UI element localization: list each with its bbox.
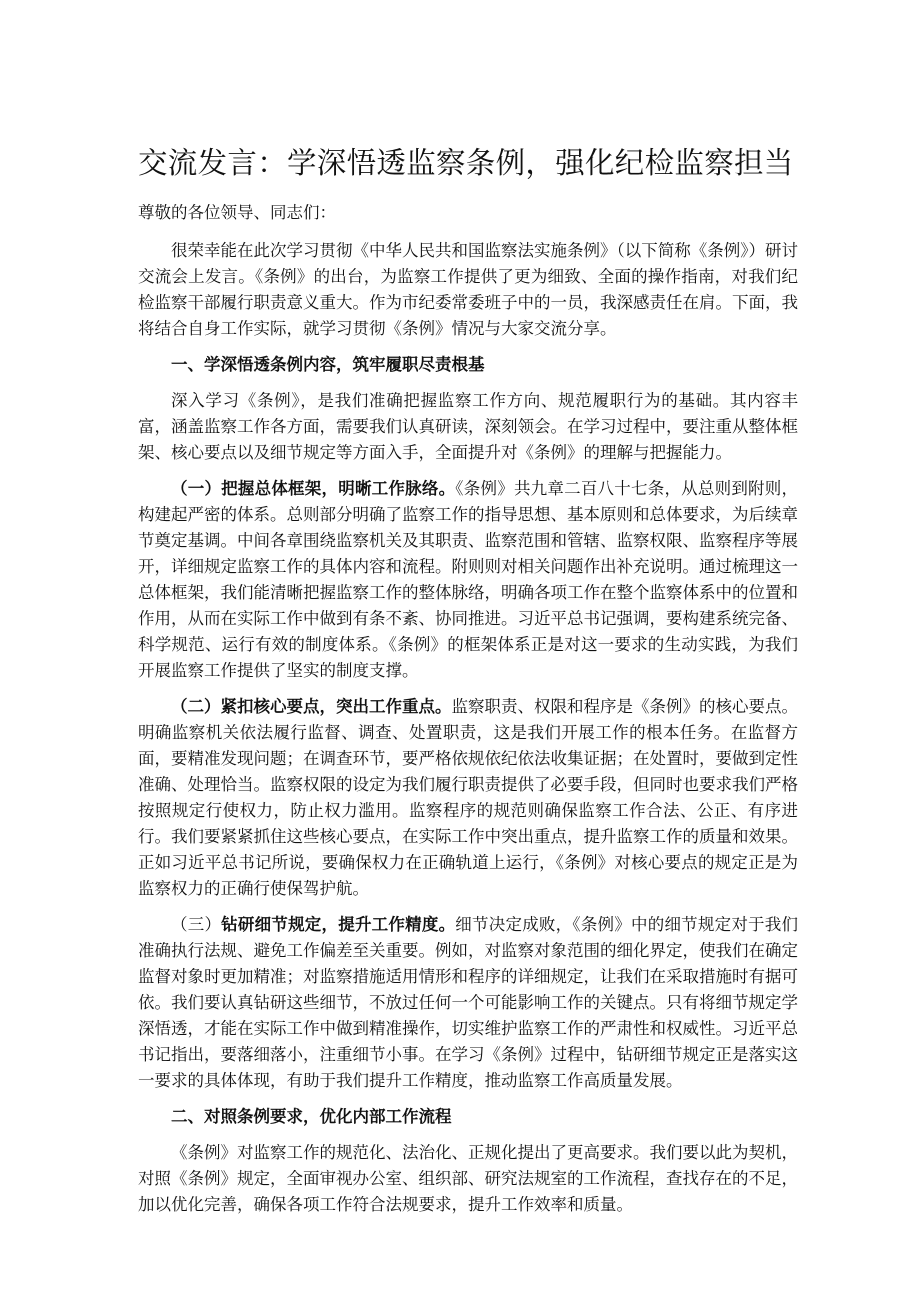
subsection-2-text: 监察职责、权限和程序是《条例》的核心要点。明确监察机关依法履行监督、调查、处置职责，这是我们开展工作的根本任务。在监督方面，要精准发现问题；在调查环节，要严格依规依纪依法收集证据；在处置时，要做到定性准确、处理恰当。监察权限的设定为我们履行职责提供了必要手段，但同时也要求我们严格按照规定行使权力，防止权力滥用。监察程序的规范则确保监察工作合法、公正、有序进行。我们要紧紧抓住这些核心要点，在实际工作中突出重点，提升监察工作的质量和效果。正如习近平总书记所说，要确保权力在正确轨道上运行，《条例》对核心要点的规定正是为监察权力的正确行使保驾护航。	[138, 697, 798, 898]
section-1-intro: 深入学习《条例》，是我们准确把握监察工作方向、规范履职行为的基础。其内容丰富，涵盖监察工作各方面，需要我们认真研读，深刻领会。在学习过程中，要注重从整体框架、核心要点以及细节规定等方面入手，全面提升对《条例》的理解与把握能力。	[138, 391, 798, 462]
subsection-3-text: 细节决定成败，《条例》中的细节规定对于我们准确执行法规、避免工作偏差至关重要。例如，对监察对象范围的细化界定，使我们在确定监督对象时更加精准；对监察措施适用情形和程序的详细规定，让我们在采取措施时有据可依。我们要认真钻研这些细节，不放过任何一个可能影响工作的关键点。只有将细节规定学深悟透，才能在实际工作中做到精准操作，切实维护监察工作的严肃性和权威性。习近平总书记指出，要落细落小，注重细节小事。在学习《条例》过程中，钻研细节规定正是落实这一要求的具体体现，有助于我们提升工作精度，推动监察工作高质量发展。	[138, 915, 799, 1090]
subsection-2-paragraph	[138, 694, 798, 902]
section-2-heading: 二、对照条例要求，优化内部工作流程	[171, 1107, 452, 1126]
subsection-3-label	[171, 915, 455, 934]
subsection-2-label: （二）紧扣核心要点，突出工作重点。	[171, 697, 452, 716]
greeting: 尊敬的各位领导、同志们：	[138, 203, 336, 222]
subsection-1-label: （一）把握总体框架，明晰工作脉络。	[171, 479, 456, 498]
section-2-intro: 《条例》对监察工作的规范化、法治化、正规化提出了更高要求。我们要以此为契机，对照《条例》规定，全面审视办公室、组织部、研究法规室的工作流程，查找存在的不足，加以优化完善，确保各项工作符合法规要求，提升工作效率和质量。	[138, 1143, 798, 1214]
document-page	[138, 140, 798, 1228]
subsection-1-text: 《条例》共九章二百八十七条，从总则到附则，构建起严密的体系。总则部分明确了监察工作的指导思想、基本原则和总体要求，为后续章节奠定基调。中间各章围绕监察机关及其职责、监察范围和管辖、监察权限、监察程序等展开，详细规定监察工作的具体内容和流程。附则则对相关问题作出补充说明。通过梳理这一总体框架，我们能清晰把握监察工作的整体脉络，明确各项工作在整个监察体系中的位置和作用，从而在实际工作中做到有条不紊、协同推进。习近平总书记强调，要构建系统完备、科学规范、运行有效的制度体系。《条例》的框架体系正是对这一要求的生动实践，为我们开展监察工作提供了坚实的制度支撑。	[138, 479, 799, 680]
subsection-3-label-prefix: （三）	[171, 915, 222, 934]
subsection-3-label-strong: 钻研细节规定，提升工作精度。	[221, 915, 456, 934]
section-1-heading: 一、学深悟透条例内容，筑牢履职尽责根基	[171, 355, 485, 374]
subsection-3-paragraph	[138, 912, 798, 1094]
document-title: 交流发言：学深悟透监察条例，强化纪检监察担当	[138, 146, 794, 180]
intro-paragraph: 很荣幸能在此次学习贯彻《中华人民共和国监察法实施条例》（以下简称《条例》）研讨交流会上发言。《条例》的出台，为监察工作提供了更为细致、全面的操作指南，对我们纪检监察干部履行职责意义重大。作为市纪委常委班子中的一员，我深感责任在肩。下面，我将结合自身工作实际，就学习贯彻《条例》情况与大家交流分享。	[138, 241, 798, 338]
subsection-1-paragraph	[138, 476, 798, 684]
